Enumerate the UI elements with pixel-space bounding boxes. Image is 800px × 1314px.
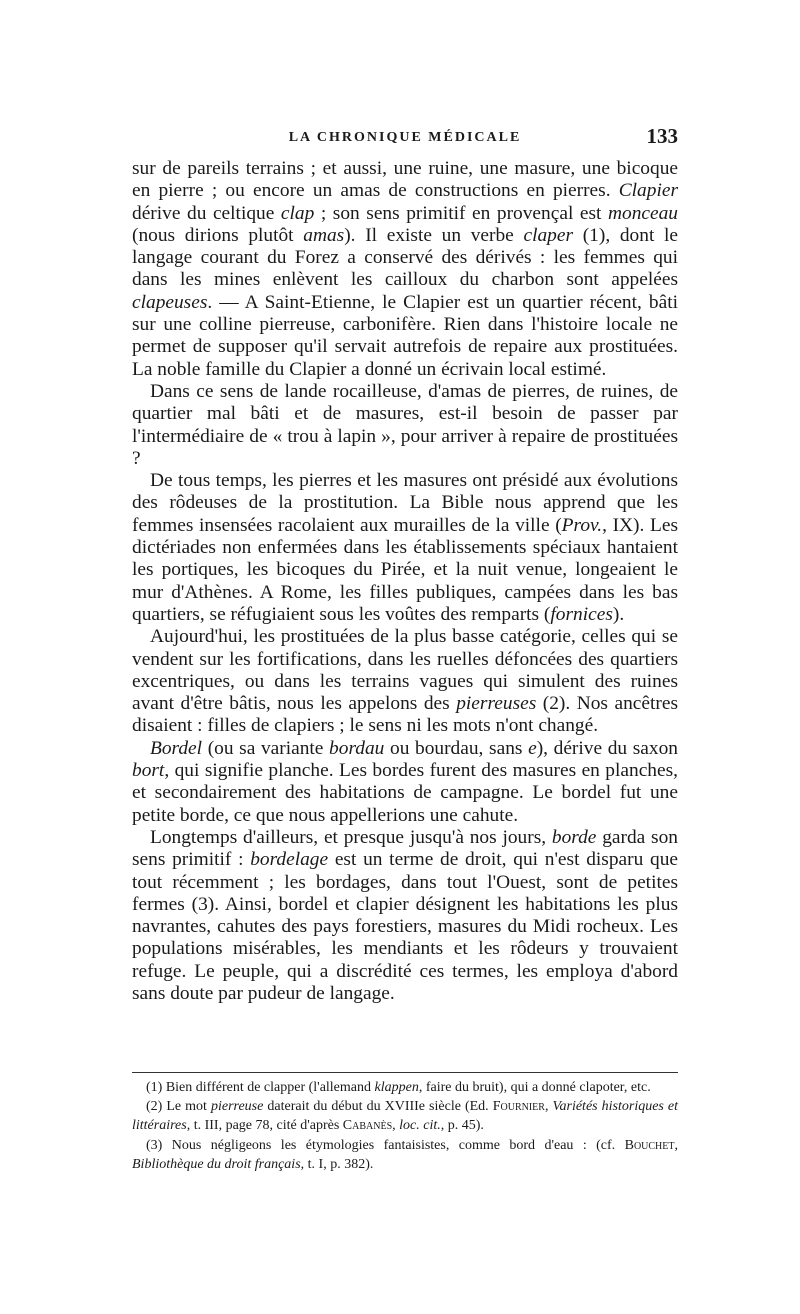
- text-run: Fournier: [492, 1099, 545, 1115]
- text-run: . — A Saint-Etienne, le Clapier est un quartier récent, bâti sur une colline pierreuse, carbonifère. Rien dans l'histoire locale ne permet de supposer qu'il servait autrefois de repaire aux prostituées. La noble famille du Clapier a donné un écrivain local estimé.: [132, 291, 678, 380]
- text-run: ).: [612, 603, 625, 625]
- text-run: ,: [544, 1099, 553, 1115]
- body-paragraph: [132, 626, 678, 737]
- text-run: ; son sens primitif en provençal est: [314, 202, 608, 224]
- footnotes: [132, 1078, 678, 1174]
- text-run: clap: [280, 202, 315, 224]
- text-run: Aujourd'hui, les prostituées de la plus basse catégorie, celles qui se vendent sur les fortifications, dans les ruelles défoncées des quartiers excentriques, ou dans les terrains vagues qui simulent des ruines avant d'être bâtis, nous les appelons des: [132, 626, 678, 715]
- text-run: , faire du bruit), qui a donné clapoter, etc.: [418, 1080, 651, 1095]
- body-paragraph: [132, 158, 678, 381]
- text-run: , p. 45).: [440, 1118, 484, 1134]
- body-paragraph: [132, 381, 678, 470]
- text-run: (nous dirions plutôt: [132, 224, 304, 246]
- page-header: [132, 124, 678, 154]
- text-run: , IX). Les dictériades non enfermées dans les établissements spéciaux hantaient les portiques, les bicoques du Pirée, et la nuit venue, longeaient le mur d'Athènes. A Rome, les filles publiques, campées dans les bas quartiers, se réfugiaient sous les voûtes des remparts (: [132, 514, 678, 625]
- text-run: (1) Bien différent de clapper (l'allemand: [146, 1080, 375, 1095]
- text-run: claper: [523, 224, 574, 246]
- text-run: dérive du celtique: [132, 202, 281, 224]
- text-run: ou bourdau, sans: [384, 737, 529, 759]
- text-run: borde: [551, 826, 597, 848]
- text-run: loc. cit.: [399, 1118, 441, 1134]
- text-run: , t. I, p. 382).: [300, 1156, 374, 1172]
- text-run: (3) Nous négligeons les étymologies fantaisistes, comme bord d'eau : (cf.: [146, 1137, 625, 1153]
- text-run: Cabanès: [342, 1118, 393, 1134]
- text-run: ,: [674, 1137, 678, 1153]
- text-run: daterait du début du XVIIIe siècle (Ed.: [263, 1099, 493, 1115]
- text-run: ), dérive du saxon: [536, 737, 678, 759]
- footnote: [132, 1097, 678, 1135]
- text-run: Bouchet: [624, 1137, 675, 1153]
- text-run: monceau: [608, 202, 678, 224]
- body-paragraph: [132, 827, 678, 1005]
- text-run: ,: [392, 1118, 400, 1134]
- text-run: Variétés historiques et littéraires: [132, 1099, 679, 1134]
- text-run: e: [528, 737, 537, 759]
- text-run: , qui signifie planche. Les bordes furent des masures en planches, et secondairement des habitations de campagne. Le bordel fut une petite borde, ce que nous appellerions une cahute.: [132, 760, 678, 826]
- text-run: Longtemps d'ailleurs, et presque jusqu'à nos jours,: [150, 826, 552, 848]
- text-run: bordelage: [250, 849, 329, 871]
- text-run: pierreuses: [456, 693, 537, 715]
- text-run: amas: [303, 224, 345, 246]
- text-run: Bordel: [150, 737, 203, 759]
- running-title: LA CHRONIQUE MÉDICALE: [288, 130, 522, 145]
- text-run: klappen: [374, 1080, 419, 1095]
- text-run: sur de pareils terrains ; et aussi, une ruine, une masure, une bicoque en pierre ; ou encore un amas de constructions en pierres.: [132, 158, 678, 202]
- text-run: bort: [132, 760, 165, 782]
- text-run: bordau: [329, 737, 385, 759]
- page-number: 133: [646, 124, 678, 148]
- text-run: ). Il existe un verbe: [344, 224, 524, 246]
- body-text: [132, 158, 678, 1005]
- text-run: (ou sa variante: [202, 737, 330, 759]
- text-run: (1), dont le langage courant du Forez a conservé des dérivés : les femmes qui dans les mines enlèvent les cailloux du charbon sont appelées: [132, 224, 679, 291]
- text-run: (2). Nos ancêtres disaient : filles de clapiers ; le sens ni les mots n'ont changé.: [132, 693, 678, 737]
- footnote-divider: [132, 1072, 678, 1073]
- text-run: clapeuses: [132, 291, 208, 313]
- text-run: Bibliothèque du droit français: [132, 1156, 301, 1172]
- text-run: Prov.: [561, 514, 603, 536]
- footnote: [132, 1078, 678, 1097]
- text-run: garda son sens primitif :: [132, 826, 678, 871]
- text-run: fornices: [550, 603, 613, 625]
- text-run: Dans ce sens de lande rocailleuse, d'amas de pierres, de ruines, de quartier mal bâti et de masures, est-il besoin de passer par l'intermédiaire de « trou à lapin », pour arriver à repaire de prostituées ?: [132, 380, 678, 469]
- body-paragraph: [132, 738, 678, 827]
- footnote: [132, 1136, 678, 1174]
- text-run: est un terme de droit, qui n'est disparu que tout récemment ; les bordages, dans tout l'Ouest, sont de petites fermes (3). Ainsi, bordel et clapier désignent les habitations les plus navrantes, cahutes des pays forestiers, masures du Midi rocheux. Les populations misérables, les mendiants et les rôdeurs y trouvaient refuge. Le peuple, qui a discrédité ces termes, les employa d'abord sans doute par pudeur de langage.: [132, 849, 678, 1004]
- text-run: De tous temps, les pierres et les masures ont présidé aux évolutions des rôdeuses de la prostitution. La Bible nous apprend que les femmes insensées racolaient aux murailles de la ville (: [132, 470, 678, 536]
- text-run: pierreuse: [210, 1099, 264, 1115]
- text-run: (2) Le mot: [146, 1099, 211, 1115]
- text-run: Clapier: [618, 180, 678, 202]
- body-paragraph: [132, 470, 678, 626]
- text-run: , t. III, page 78, cité d'après: [186, 1118, 343, 1134]
